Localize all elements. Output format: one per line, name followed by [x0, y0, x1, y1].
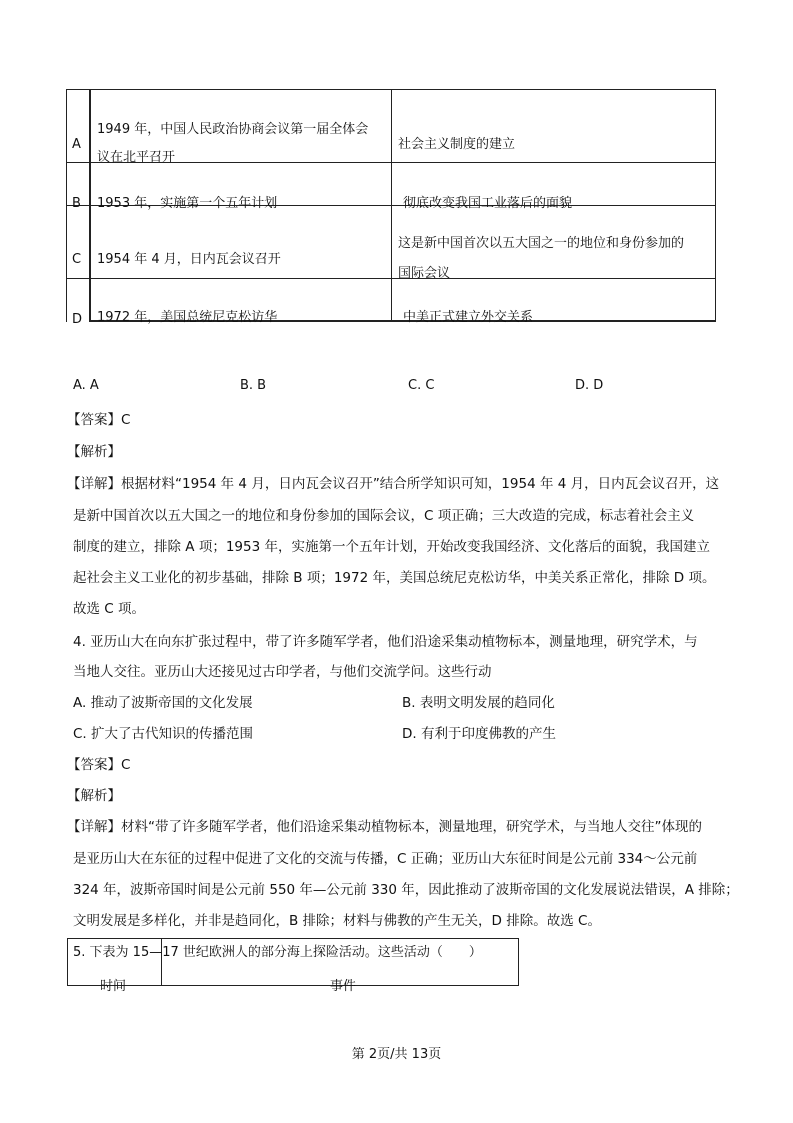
- table-col-divider: [391, 89, 392, 322]
- q5-col-time: 时间: [100, 979, 127, 994]
- q4-option-d: D. 有利于印度佛教的产生: [402, 726, 556, 742]
- q4-detail-line-1: [67, 815, 702, 835]
- row-d-event: 1972 年，美国总统尼克松访华: [97, 310, 278, 325]
- q4-detail-line-4: 文明发展是多样化，并非是趋同化，B 排除；材料与佛教的产生无关，D 排除。故选 C。: [73, 913, 601, 929]
- detail-tag: 【详解】: [67, 476, 121, 492]
- row-c-event: 1954 年 4 月，日内瓦会议召开: [97, 252, 281, 267]
- q3-detail-line-1: [67, 472, 720, 492]
- q4-option-c: C. 扩大了古代知识的传播范围: [73, 726, 254, 742]
- q5-table-bottom: [67, 985, 519, 986]
- row-a-key: A: [72, 137, 81, 152]
- row-a-event-line1: 1949 年，中国人民政治协商会议第一届全体会: [97, 122, 369, 137]
- row-c-meaning-line1: 这是新中国首次以五大国之一的地位和身份参加的: [398, 236, 685, 251]
- q4-stem-line-2: 当地人交往。亚历山大还接见过古印学者，与他们交流学问。这些行动: [73, 664, 492, 680]
- q4-detail-line-3: 324 年，波斯帝国时间是公元前 550 年—公元前 330 年，因此推动了波斯帝国的文化发展说法错误，A 排除；: [73, 882, 739, 898]
- row-b-meaning: 彻底改变我国工业落后的面貌: [403, 196, 573, 211]
- q3-detail-line-3: 制度的建立，排除 A 项；1953 年，实施第一个五年计划，开始改变我国经济、文化落后的面貌，我国建立: [73, 539, 710, 555]
- detail-tag: 【详解】: [67, 819, 121, 835]
- detail-text: 材料“带了许多随军学者，他们沿途采集动植物标本，测量地理，研究学术，与当地人交往”体现的: [121, 819, 702, 835]
- q3-detail-line-2: 是新中国首次以五大国之一的地位和身份参加的国际会议，C 项正确；三大改造的完成，标志着社会主义: [73, 508, 695, 524]
- q5-table-left: [67, 938, 68, 986]
- answer-value: C: [121, 412, 131, 428]
- answer-tag: 【答案】: [67, 412, 121, 428]
- q5-stem: 5. 下表为 15—17 世纪欧洲人的部分海上探险活动。这些活动（ ）: [73, 945, 482, 960]
- row-a-meaning: 社会主义制度的建立: [398, 137, 516, 152]
- q3-detail-line-5: 故选 C 项。: [73, 601, 146, 617]
- q3-analysis-heading: [67, 440, 121, 460]
- q3-option-b: B. B: [240, 378, 267, 393]
- q4-analysis-heading: [67, 784, 121, 804]
- table-border-left: [66, 89, 67, 322]
- q4-detail-line-2: 是亚历山大在东征的过程中促进了文化的交流与传播，C 正确；亚历山大东征时间是公元前 334～公元前: [73, 851, 698, 867]
- q3-option-c: C. C: [408, 378, 435, 393]
- row-d-meaning: 中美正式建立外交关系: [403, 310, 534, 325]
- q3-detail-line-4: 起社会主义工业化的初步基础，排除 B 项；1972 年，美国总统尼克松访华，中美关系正常化，排除 D 项。: [73, 570, 716, 586]
- row-a-event-line2: 议在北平召开: [97, 150, 176, 165]
- answer-tag: 【答案】: [67, 757, 121, 773]
- row-c-meaning-line2: 国际会议: [398, 266, 451, 281]
- q3-option-a: A. A: [73, 378, 99, 393]
- q5-table-right: [518, 938, 519, 986]
- answer-value: C: [121, 757, 131, 773]
- analysis-tag: 【解析】: [67, 444, 121, 460]
- row-b-event: 1953 年，实施第一个五年计划: [97, 196, 278, 211]
- q5-table-top: [67, 938, 519, 939]
- table-border-right: [715, 89, 716, 322]
- page-footer: 第 2页/共 13页: [351, 1047, 442, 1062]
- detail-text: 根据材料“1954 年 4 月，日内瓦会议召开”结合所学知识可知，1954 年 4 月，日内瓦会议召开，这: [121, 476, 720, 492]
- q5-col-event: 事件: [330, 979, 357, 994]
- q4-option-a: A. 推动了波斯帝国的文化发展: [73, 695, 253, 711]
- q3-option-d: D. D: [575, 378, 604, 393]
- analysis-tag: 【解析】: [67, 788, 121, 804]
- q3-answer: [67, 408, 131, 428]
- row-d-key: D: [72, 312, 83, 327]
- q4-option-b: B. 表明文明发展的趋同化: [402, 695, 555, 711]
- table-col-divider: [89, 89, 91, 322]
- q4-answer: [67, 753, 131, 773]
- row-b-key: B: [72, 196, 81, 211]
- row-c-key: C: [72, 252, 82, 267]
- q4-stem-line-1: 4. 亚历山大在向东扩张过程中，带了许多随军学者，他们沿途采集动植物标本，测量地理，研究学术，与: [73, 634, 698, 650]
